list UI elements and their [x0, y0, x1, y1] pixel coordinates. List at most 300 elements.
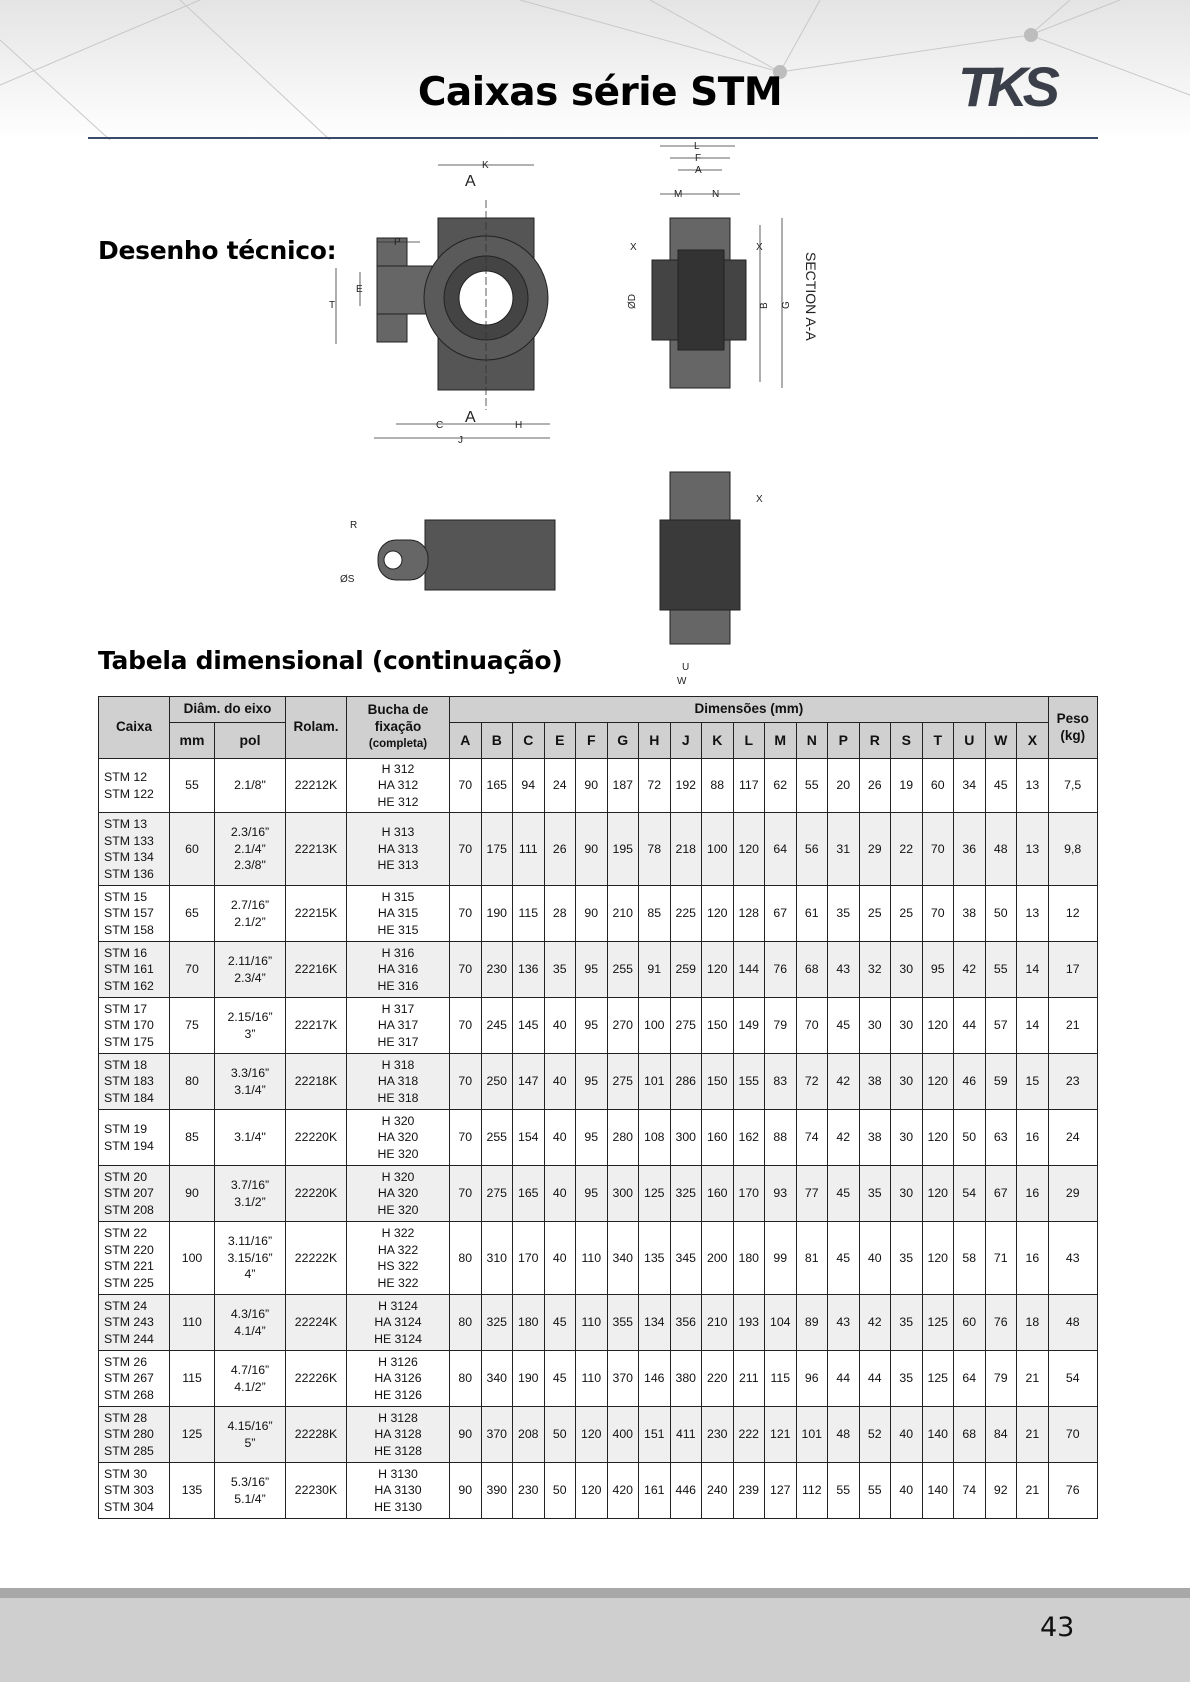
cell-pol	[215, 1407, 286, 1463]
table-row	[99, 1407, 1098, 1463]
cell-peso: 17	[1048, 942, 1097, 998]
cell-dim-c: 115	[513, 886, 545, 942]
cell-mm: 85	[170, 1110, 215, 1166]
cell-peso: 9,8	[1048, 813, 1097, 886]
header-diam: Diâm. do eixo	[170, 697, 286, 723]
cell-line: 4”	[244, 1267, 256, 1282]
cell-line: 5.1/4”	[234, 1491, 266, 1506]
cell-dim-m: 121	[765, 1407, 797, 1463]
cell-bucha	[347, 1110, 450, 1166]
cell-dim-a: 90	[450, 1463, 482, 1519]
cell-dim-b: 175	[481, 813, 513, 886]
cell-dim-b: 370	[481, 1407, 513, 1463]
cell-line: 2.1/4”	[234, 841, 266, 856]
cell-line: STM 161	[104, 962, 154, 977]
cell-dim-j: 275	[670, 998, 702, 1054]
cell-line: STM 136	[104, 866, 154, 881]
cell-dim-x: 14	[1017, 998, 1049, 1054]
cell-line: STM 30	[104, 1466, 148, 1481]
cell-dim-e: 50	[544, 1407, 576, 1463]
cell-dim-u: 46	[954, 1054, 986, 1110]
cell-caixa	[99, 1110, 170, 1166]
svg-text:TKS: TKS	[958, 60, 1055, 112]
cell-dim-u: 50	[954, 1110, 986, 1166]
cell-line: STM 268	[104, 1387, 154, 1402]
header-bucha-line2: fixação	[374, 718, 422, 734]
cell-line: 2.3/4”	[234, 970, 266, 985]
cell-dim-p: 45	[828, 998, 860, 1054]
cell-dim-s: 40	[891, 1407, 923, 1463]
cell-dim-e: 24	[544, 759, 576, 813]
cell-caixa	[99, 1351, 170, 1407]
cell-dim-w: 55	[985, 942, 1017, 998]
cell-line: HE 320	[377, 1146, 419, 1161]
cell-line: H 312	[381, 761, 415, 776]
cell-dim-h: 135	[639, 1222, 671, 1295]
cell-dim-e: 40	[544, 1166, 576, 1222]
cell-dim-m: 93	[765, 1166, 797, 1222]
label-od: ØD	[627, 294, 638, 309]
cell-mm: 125	[170, 1407, 215, 1463]
cell-line: 2.15/16”	[227, 1010, 273, 1024]
cell-line: STM 157	[104, 906, 154, 921]
cell-line: H 317	[381, 1001, 415, 1016]
cell-bucha	[347, 1054, 450, 1110]
cell-line: HE 318	[377, 1090, 419, 1105]
cell-dim-b: 255	[481, 1110, 513, 1166]
cell-dim-e: 50	[544, 1463, 576, 1519]
cell-line: HE 3128	[374, 1443, 422, 1458]
cell-mm: 90	[170, 1166, 215, 1222]
cell-dim-n: 77	[796, 1166, 828, 1222]
cell-dim-m: 127	[765, 1463, 797, 1519]
cell-dim-f: 90	[576, 886, 608, 942]
header-dim-p: P	[828, 723, 860, 759]
header-dim-h: H	[639, 723, 671, 759]
cell-dim-b: 275	[481, 1166, 513, 1222]
cell-pol	[215, 1110, 286, 1166]
label-a-top: A	[465, 173, 476, 190]
cell-peso: 48	[1048, 1295, 1097, 1351]
cell-line: 2.1/2”	[234, 914, 266, 929]
header-peso-line2: (kg)	[1060, 727, 1086, 743]
header-mm: mm	[170, 723, 215, 759]
cell-dim-c: 147	[513, 1054, 545, 1110]
cell-dim-r: 25	[859, 886, 891, 942]
cell-dim-g: 280	[607, 1110, 639, 1166]
cell-dim-f: 110	[576, 1222, 608, 1295]
cell-dim-n: 55	[796, 759, 828, 813]
cell-line: HE 316	[377, 978, 419, 993]
cell-dim-r: 40	[859, 1222, 891, 1295]
cell-dim-g: 270	[607, 998, 639, 1054]
cell-caixa	[99, 886, 170, 942]
cell-line: STM 15	[104, 889, 148, 904]
cell-line: 2.7/16”	[230, 898, 270, 912]
cell-line: STM 19	[104, 1122, 148, 1136]
cell-dim-b: 250	[481, 1054, 513, 1110]
cell-line: HA 322	[377, 1242, 419, 1257]
cell-dim-m: 115	[765, 1351, 797, 1407]
cell-dim-c: 94	[513, 759, 545, 813]
cell-dim-k: 240	[702, 1463, 734, 1519]
cell-dim-u: 60	[954, 1295, 986, 1351]
cell-bucha	[347, 998, 450, 1054]
cell-dim-n: 56	[796, 813, 828, 886]
cell-dim-f: 110	[576, 1295, 608, 1351]
cell-line: HA 312	[377, 778, 419, 793]
cell-line: 2.1/8"	[234, 778, 266, 793]
cell-dim-a: 70	[450, 942, 482, 998]
cell-line: STM 208	[104, 1202, 154, 1217]
cell-dim-b: 340	[481, 1351, 513, 1407]
page-title: Caixas série STM	[417, 70, 783, 115]
cell-dim-j: 218	[670, 813, 702, 886]
cell-dim-c: 136	[513, 942, 545, 998]
cell-mm: 60	[170, 813, 215, 886]
cell-line: 3.1/2”	[234, 1194, 266, 1209]
cell-dim-f: 95	[576, 1110, 608, 1166]
cell-dim-k: 160	[702, 1166, 734, 1222]
cell-dim-s: 25	[891, 886, 923, 942]
cell-caixa	[99, 1295, 170, 1351]
cell-line: HE 3124	[374, 1331, 422, 1346]
label-b: B	[759, 302, 770, 309]
table-row	[99, 998, 1098, 1054]
technical-drawing	[0, 0, 1190, 700]
cell-rolam: 22216K	[286, 942, 347, 998]
table-row	[99, 1110, 1098, 1166]
side-section-view	[660, 472, 740, 644]
cell-dim-l: 239	[733, 1463, 765, 1519]
cell-dim-l: 149	[733, 998, 765, 1054]
cell-dim-x: 15	[1017, 1054, 1049, 1110]
cell-rolam: 22222K	[286, 1222, 347, 1295]
cell-line: STM 175	[104, 1034, 154, 1049]
cell-dim-e: 40	[544, 1054, 576, 1110]
cell-dim-b: 230	[481, 942, 513, 998]
cell-dim-r: 38	[859, 1110, 891, 1166]
cell-dim-g: 400	[607, 1407, 639, 1463]
header-dim-b: B	[481, 723, 513, 759]
header-dims: Dimensões (mm)	[450, 697, 1049, 723]
cell-dim-c: 230	[513, 1463, 545, 1519]
cell-dim-r: 32	[859, 942, 891, 998]
label-x-right: X	[756, 242, 763, 253]
cell-dim-g: 420	[607, 1463, 639, 1519]
cell-dim-h: 91	[639, 942, 671, 998]
cell-rolam: 22212K	[286, 759, 347, 813]
cell-caixa	[99, 942, 170, 998]
table-row	[99, 759, 1098, 813]
cell-line: STM 12	[104, 770, 148, 784]
cell-dim-a: 80	[450, 1295, 482, 1351]
cell-mm: 75	[170, 998, 215, 1054]
label-os: ØS	[340, 574, 355, 585]
table-section-title: Tabela dimensional (continuação)	[98, 646, 563, 675]
cell-dim-n: 96	[796, 1351, 828, 1407]
cell-dim-r: 26	[859, 759, 891, 813]
cell-dim-c: 170	[513, 1222, 545, 1295]
cell-line: 3.1/4”	[234, 1082, 266, 1097]
cell-line: STM 26	[104, 1354, 148, 1369]
cell-dim-u: 58	[954, 1222, 986, 1295]
cell-mm: 80	[170, 1054, 215, 1110]
cell-dim-a: 80	[450, 1351, 482, 1407]
cell-dim-l: 120	[733, 813, 765, 886]
cell-peso: 12	[1048, 886, 1097, 942]
cell-dim-u: 54	[954, 1166, 986, 1222]
cell-dim-f: 120	[576, 1463, 608, 1519]
cell-line: STM 194	[104, 1138, 154, 1153]
cell-line: 4.1/4”	[234, 1323, 266, 1338]
cell-line: HA 3130	[374, 1483, 422, 1498]
cell-rolam: 22213K	[286, 813, 347, 886]
drawing-section-title: Desenho técnico:	[98, 236, 337, 265]
cell-dim-j: 411	[670, 1407, 702, 1463]
cell-dim-t: 60	[922, 759, 954, 813]
header-bucha	[347, 697, 450, 759]
label-w: W	[677, 676, 687, 687]
cell-caixa	[99, 1054, 170, 1110]
cell-line: STM 16	[104, 945, 148, 960]
cell-dim-f: 95	[576, 942, 608, 998]
cell-dim-j: 380	[670, 1351, 702, 1407]
cell-dim-n: 112	[796, 1463, 828, 1519]
cell-dim-p: 31	[828, 813, 860, 886]
cell-bucha	[347, 1351, 450, 1407]
cell-dim-j: 446	[670, 1463, 702, 1519]
cell-line: 4.3/16”	[230, 1307, 270, 1321]
cell-line: HE 322	[377, 1275, 419, 1290]
label-g: G	[781, 301, 792, 309]
cell-line: 5”	[244, 1435, 256, 1450]
label-section-aa: SECTION A-A	[803, 252, 819, 341]
label-r: R	[350, 520, 358, 531]
cell-pol	[215, 1295, 286, 1351]
cell-dim-e: 40	[544, 1222, 576, 1295]
cell-dim-w: 76	[985, 1295, 1017, 1351]
table-row	[99, 942, 1098, 998]
cell-dim-a: 90	[450, 1407, 482, 1463]
cell-pol	[215, 1166, 286, 1222]
cell-line: 2.3/16”	[230, 825, 270, 840]
cell-dim-f: 110	[576, 1351, 608, 1407]
cell-dim-p: 48	[828, 1407, 860, 1463]
section-view	[652, 218, 746, 388]
header-dim-r: R	[859, 723, 891, 759]
cell-caixa	[99, 1166, 170, 1222]
cell-mm: 100	[170, 1222, 215, 1295]
cell-dim-h: 85	[639, 886, 671, 942]
cell-dim-p: 35	[828, 886, 860, 942]
cell-dim-g: 340	[607, 1222, 639, 1295]
cell-line: HA 320	[377, 1130, 419, 1145]
cell-dim-m: 83	[765, 1054, 797, 1110]
cell-dim-h: 151	[639, 1407, 671, 1463]
cell-dim-g: 275	[607, 1054, 639, 1110]
cell-dim-s: 30	[891, 942, 923, 998]
cell-dim-g: 210	[607, 886, 639, 942]
cell-rolam: 22220K	[286, 1110, 347, 1166]
cell-dim-x: 14	[1017, 942, 1049, 998]
cell-peso: 70	[1048, 1407, 1097, 1463]
cell-dim-w: 45	[985, 759, 1017, 813]
cell-line: STM 17	[104, 1001, 148, 1016]
cell-bucha	[347, 1166, 450, 1222]
cell-line: STM 183	[104, 1074, 154, 1089]
cell-line: HE 3130	[374, 1499, 422, 1514]
cell-dim-c: 190	[513, 1351, 545, 1407]
cell-dim-j: 300	[670, 1110, 702, 1166]
cell-dim-f: 95	[576, 1054, 608, 1110]
cell-dim-x: 21	[1017, 1351, 1049, 1407]
cell-dim-w: 50	[985, 886, 1017, 942]
cell-dim-l: 180	[733, 1222, 765, 1295]
cell-line: STM 244	[104, 1331, 154, 1346]
cell-dim-h: 100	[639, 998, 671, 1054]
cell-line: 3.3/16”	[230, 1066, 270, 1080]
cell-dim-h: 101	[639, 1054, 671, 1110]
cell-dim-x: 21	[1017, 1463, 1049, 1519]
header-dim-l: L	[733, 723, 765, 759]
page-number: 43	[1040, 1612, 1075, 1643]
cell-mm: 115	[170, 1351, 215, 1407]
cell-dim-a: 70	[450, 1166, 482, 1222]
cell-dim-h: 125	[639, 1166, 671, 1222]
cell-dim-w: 84	[985, 1407, 1017, 1463]
cell-dim-e: 35	[544, 942, 576, 998]
cell-dim-s: 22	[891, 813, 923, 886]
cell-line: STM 24	[104, 1298, 148, 1313]
cell-dim-s: 30	[891, 1054, 923, 1110]
cell-dim-u: 42	[954, 942, 986, 998]
cell-dim-j: 259	[670, 942, 702, 998]
cell-dim-c: 145	[513, 998, 545, 1054]
dimension-table	[98, 696, 1098, 1519]
cell-dim-c: 165	[513, 1166, 545, 1222]
cell-line: HA 316	[377, 962, 419, 977]
cell-line: STM 267	[104, 1371, 154, 1386]
cell-dim-h: 134	[639, 1295, 671, 1351]
cell-pol	[215, 1054, 286, 1110]
cell-dim-n: 101	[796, 1407, 828, 1463]
cell-dim-s: 35	[891, 1222, 923, 1295]
cell-line: STM 20	[104, 1169, 148, 1184]
cell-dim-t: 120	[922, 998, 954, 1054]
header-dim-g: G	[607, 723, 639, 759]
cell-dim-b: 325	[481, 1295, 513, 1351]
cell-dim-t: 120	[922, 1166, 954, 1222]
cell-line: HE 3126	[374, 1387, 422, 1402]
cell-line: HE 315	[377, 922, 419, 937]
cell-line: STM 220	[104, 1242, 154, 1257]
cell-dim-l: 117	[733, 759, 765, 813]
cell-line: STM 134	[104, 850, 154, 864]
cell-rolam: 22230K	[286, 1463, 347, 1519]
cell-dim-t: 125	[922, 1351, 954, 1407]
cell-line: STM 304	[104, 1499, 154, 1514]
cell-dim-p: 42	[828, 1054, 860, 1110]
cell-dim-g: 370	[607, 1351, 639, 1407]
cell-dim-s: 35	[891, 1351, 923, 1407]
cell-line: 3”	[244, 1026, 256, 1041]
cell-dim-n: 72	[796, 1054, 828, 1110]
header-dim-w: W	[985, 723, 1017, 759]
cell-line: 3.1/4"	[234, 1130, 266, 1145]
cell-line: HE 312	[377, 794, 419, 809]
cell-dim-f: 95	[576, 998, 608, 1054]
cell-dim-u: 36	[954, 813, 986, 886]
cell-dim-m: 64	[765, 813, 797, 886]
cell-dim-s: 30	[891, 998, 923, 1054]
cell-dim-w: 71	[985, 1222, 1017, 1295]
cell-dim-g: 187	[607, 759, 639, 813]
cell-dim-p: 42	[828, 1110, 860, 1166]
header-peso	[1048, 697, 1097, 759]
cell-dim-s: 30	[891, 1166, 923, 1222]
table-row	[99, 1166, 1098, 1222]
cell-line: STM 184	[104, 1090, 154, 1105]
cell-dim-l: 155	[733, 1054, 765, 1110]
cell-line: H 320	[381, 1169, 415, 1184]
cell-pol	[215, 1222, 286, 1295]
cell-rolam: 22226K	[286, 1351, 347, 1407]
cell-dim-x: 21	[1017, 1407, 1049, 1463]
cell-peso: 29	[1048, 1166, 1097, 1222]
cell-rolam: 22220K	[286, 1166, 347, 1222]
cell-dim-r: 29	[859, 813, 891, 886]
cell-dim-b: 165	[481, 759, 513, 813]
cell-dim-g: 355	[607, 1295, 639, 1351]
label-h: H	[515, 420, 523, 431]
cell-dim-l: 170	[733, 1166, 765, 1222]
cell-line: 3.15/16”	[227, 1250, 273, 1265]
cell-dim-t: 120	[922, 1110, 954, 1166]
cell-line: HA 315	[377, 906, 419, 921]
cell-pol	[215, 942, 286, 998]
cell-dim-s: 40	[891, 1463, 923, 1519]
cell-mm: 110	[170, 1295, 215, 1351]
cell-dim-e: 45	[544, 1351, 576, 1407]
cell-line: STM 13	[104, 817, 148, 831]
cell-dim-g: 300	[607, 1166, 639, 1222]
cell-dim-x: 16	[1017, 1166, 1049, 1222]
cell-rolam: 22217K	[286, 998, 347, 1054]
cell-line: HE 317	[377, 1034, 419, 1049]
cell-caixa	[99, 813, 170, 886]
cell-dim-p: 45	[828, 1166, 860, 1222]
cell-line: STM 162	[104, 978, 154, 993]
cell-peso: 23	[1048, 1054, 1097, 1110]
cell-dim-k: 88	[702, 759, 734, 813]
cell-dim-g: 195	[607, 813, 639, 886]
header-dim-c: C	[513, 723, 545, 759]
cell-line: STM 280	[104, 1427, 154, 1442]
cell-line: STM 122	[104, 786, 154, 801]
table-row	[99, 1054, 1098, 1110]
cell-dim-r: 55	[859, 1463, 891, 1519]
cell-line: STM 22	[104, 1226, 148, 1240]
cell-dim-x: 13	[1017, 886, 1049, 942]
table-row	[99, 1351, 1098, 1407]
cell-dim-c: 111	[513, 813, 545, 886]
header-dim-a: A	[450, 723, 482, 759]
cell-line: 3.7/16”	[230, 1178, 270, 1192]
cell-dim-l: 144	[733, 942, 765, 998]
cell-dim-p: 45	[828, 1222, 860, 1295]
label-x-left: X	[630, 242, 637, 253]
